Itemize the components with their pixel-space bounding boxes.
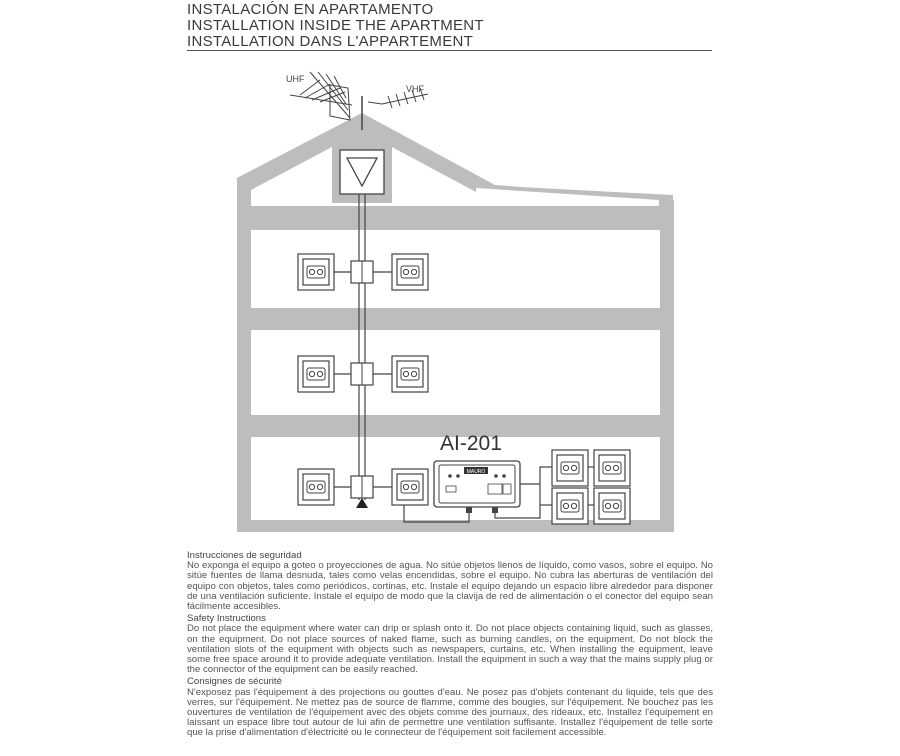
safety-heading-en: Safety Instructions xyxy=(187,613,266,625)
uhf-label: UHF xyxy=(286,74,305,84)
tv-outlet-icon xyxy=(298,469,334,505)
model-label: AI-201 xyxy=(440,432,502,455)
device-brand: MAURO xyxy=(466,469,486,475)
splitter-icon xyxy=(351,476,373,498)
tv-outlet-icon xyxy=(392,356,428,392)
tv-outlet-icon xyxy=(298,356,334,392)
tv-outlet-icon xyxy=(552,450,588,486)
safety-heading-es: Instrucciones de seguridad xyxy=(187,550,302,561)
tv-outlet-icon xyxy=(552,488,588,524)
title-en: INSTALLATION INSIDE THE APARTMENT xyxy=(187,17,484,34)
amplifier-device-icon xyxy=(434,461,520,513)
splitter-icon xyxy=(351,261,373,283)
safety-body-en: Do not place the equipment where water can drip or splash onto it. Do not place objects containing liquid, such as glasses, on the equipment. Do not place sources of naked flame, such as burning candles, on the equipment. Do not block the ventilation slots of the equipment with objects such as newspapers, curtains, etc. When installing the equipment, leave some free space around it to provide adequate ventilation. Install the equipment in such a way that the mains supply plug or the connector of the equipment can be easily reached. xyxy=(187,623,713,676)
tv-outlet-icon xyxy=(594,488,630,524)
safety-instructions xyxy=(187,551,713,741)
safety-body-fr: N'exposez pas l'équipement à des projections ou gouttes d'eau. Ne posez pas d'objets contenant du liquide, tels que des verres, sur l'équipement. Ne mettez pas de source de flamme, comme des bougies, sur l'équipement. Ne bouchez pas les ouvertures de ventilation de l'équipement avec des objets comme des journaux, des rideaux, etc. Installez l'équipement en laissant un espace libre tout autour de lui afin de permettre une ventilation suffisante. Installez l'équipement de telle sorte que la prise d'alimentation d'électricité ou le connecteur de l'équipement soit facilement accessible. xyxy=(187,686,713,739)
title-fr: INSTALLATION DANS L'APPARTEMENT xyxy=(187,33,474,50)
tv-outlet-icon xyxy=(392,254,428,290)
vhf-label: VHF xyxy=(406,84,424,94)
tv-outlet-icon xyxy=(298,254,334,290)
safety-body-es: No exponga el equipo a goteo o proyecciones de agua. No sitúe objetos llenos de líquido, como vasos, sobre el equipo. No sitúe fuentes de llama desnuda, tales como velas encendidas, sobre el equipo. No cubra las aberturas de ventilación del equipo con objetos, tales como periódicos, cortinas, etc. Instale el equipo dejando un espacio libre alrededor para disponer de una ventilación suficiente. Instale el equipo de modo que la clavija de red de alimentación o el conector del equipo sean fácilmente accesibles. xyxy=(187,560,713,613)
safety-heading-fr: Consignes de sécurité xyxy=(187,676,282,688)
tv-outlet-icon xyxy=(594,450,630,486)
title-es: INSTALACIÓN EN APARTAMENTO xyxy=(187,1,434,18)
tv-outlet-icon xyxy=(392,469,428,505)
splitter-icon xyxy=(351,363,373,385)
amplifier-icon xyxy=(340,150,384,194)
